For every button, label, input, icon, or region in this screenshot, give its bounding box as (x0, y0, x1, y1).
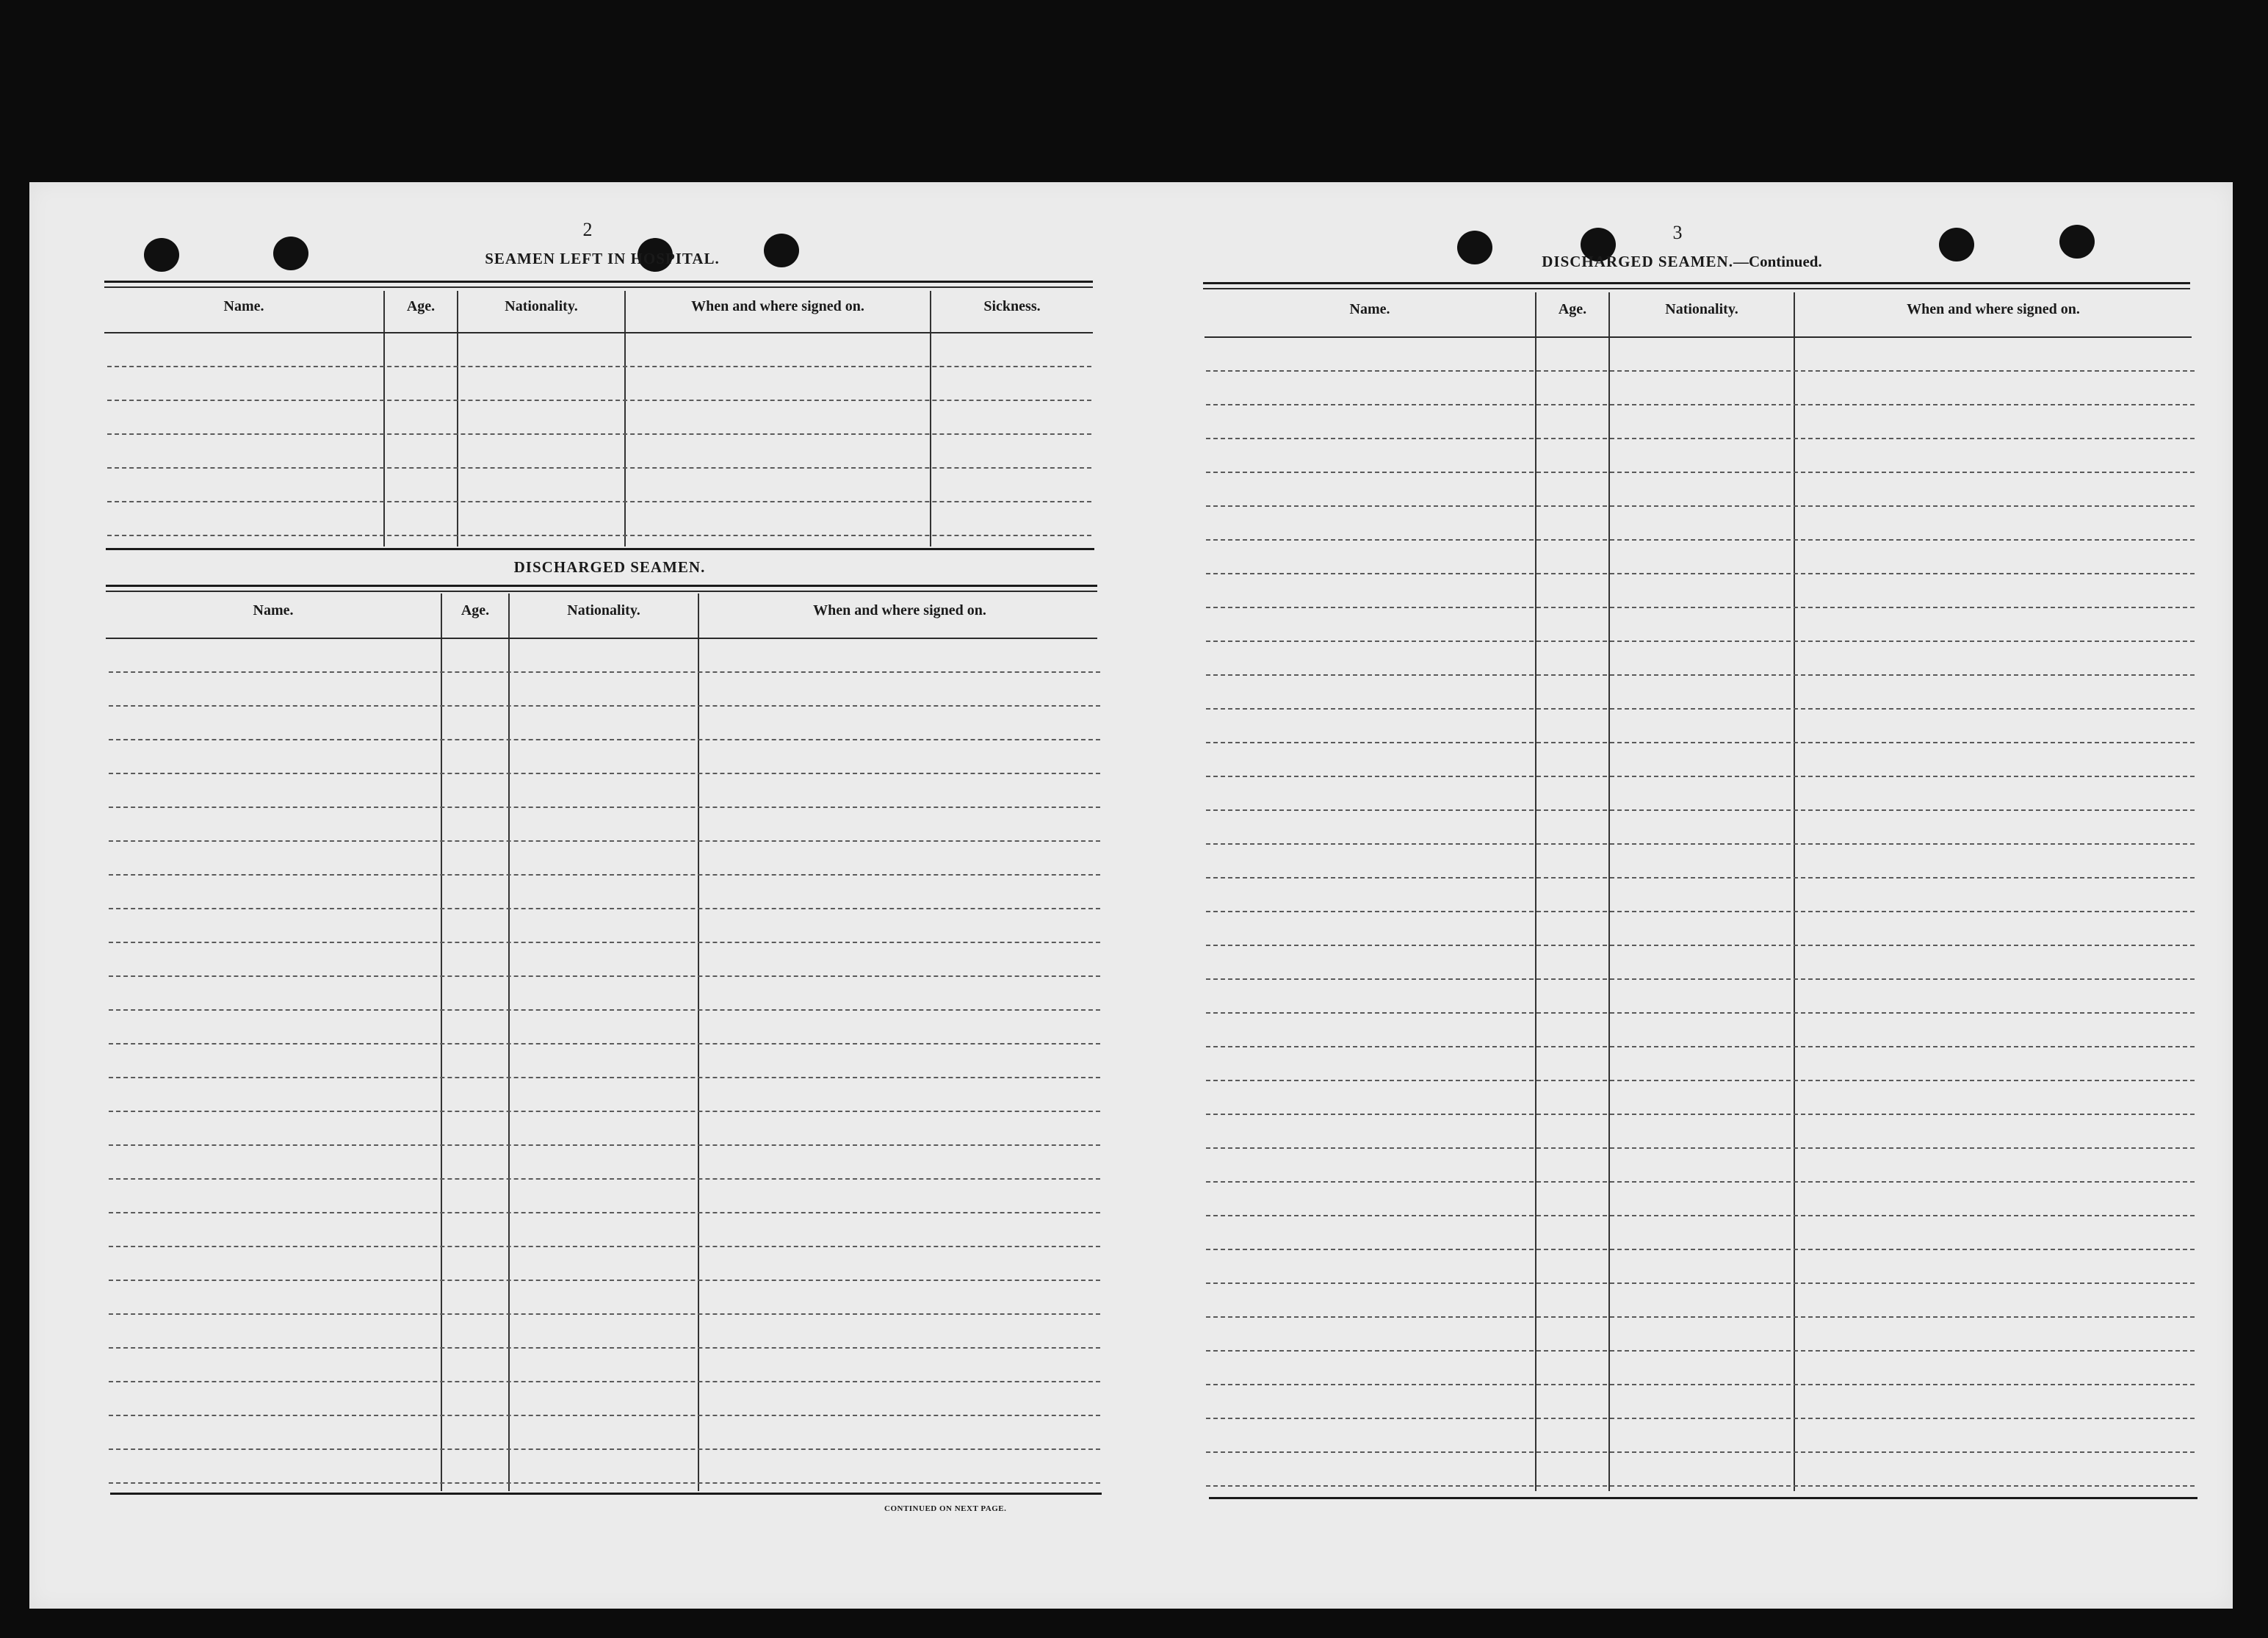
table-row (1206, 438, 2195, 439)
col-sickness: Sickness. (983, 298, 1041, 314)
table-row (109, 1178, 1100, 1180)
table-row (109, 773, 1100, 774)
table-row (1206, 877, 2195, 878)
page-number-left: 2 (582, 219, 593, 240)
col-nationality: Nationality. (505, 298, 578, 314)
title-main: DISCHARGED SEAMEN. (1542, 253, 1733, 270)
table-row (109, 1280, 1100, 1281)
header-underline (1205, 336, 2192, 338)
table-row (1206, 1012, 2195, 1014)
rule (1203, 282, 2190, 284)
table-row (1206, 809, 2195, 811)
table-row (109, 1111, 1100, 1112)
table-row (107, 501, 1091, 502)
table-row (1206, 539, 2195, 541)
rule (1209, 1497, 2197, 1499)
column-divider (508, 593, 510, 1491)
header-underline (104, 332, 1093, 333)
punch-hole (1457, 231, 1492, 264)
table-row (1206, 1316, 2195, 1318)
table-row (109, 975, 1100, 977)
table-row (109, 1482, 1100, 1484)
table-row (107, 433, 1091, 435)
table-row (107, 535, 1091, 536)
punch-hole (144, 238, 179, 272)
hospital-section-title: SEAMEN LEFT IN HOSPITAL. (485, 250, 720, 267)
table-row (1206, 1080, 2195, 1081)
col-signed-on: When and where signed on. (691, 298, 864, 314)
table-row (1206, 472, 2195, 473)
column-divider (624, 291, 626, 546)
table-row (109, 1347, 1100, 1349)
discharged-continued-title (1528, 253, 1836, 271)
table-row (107, 366, 1091, 367)
table-row (1206, 573, 2195, 574)
column-divider (441, 593, 442, 1491)
table-row (109, 807, 1100, 808)
rule (104, 281, 1093, 283)
column-divider (698, 593, 699, 1491)
punch-hole (2059, 225, 2095, 259)
table-row (1206, 1418, 2195, 1419)
table-row (109, 705, 1100, 707)
table-row (1206, 674, 2195, 676)
punch-hole (1939, 228, 1974, 261)
table-row (109, 1144, 1100, 1146)
table-row (1206, 776, 2195, 777)
table-row (1206, 1350, 2195, 1352)
table-row (1206, 945, 2195, 946)
col-nationality: Nationality. (567, 602, 640, 618)
table-row (1206, 607, 2195, 608)
column-divider (457, 291, 458, 546)
table-row (109, 671, 1100, 673)
col-age: Age. (1558, 301, 1587, 317)
col-signed-on: When and where signed on. (1907, 301, 2080, 317)
column-divider (383, 291, 385, 546)
discharged-section-title: DISCHARGED SEAMEN. (513, 558, 706, 576)
table-row (109, 1077, 1100, 1078)
table-row (1206, 505, 2195, 507)
table-row (1206, 1147, 2195, 1149)
rule (110, 1493, 1102, 1495)
table-row (1206, 1215, 2195, 1216)
table-row (1206, 742, 2195, 743)
table-row (1206, 1114, 2195, 1115)
table-row (1206, 843, 2195, 845)
table-row (109, 1009, 1100, 1011)
col-nationality: Nationality. (1665, 301, 1738, 317)
header-underline (106, 638, 1097, 639)
col-age: Age. (461, 602, 490, 618)
table-row (109, 942, 1100, 943)
rule (1203, 288, 2190, 289)
page-number-right: 3 (1672, 222, 1683, 243)
col-signed-on: When and where signed on. (813, 602, 986, 618)
table-row (109, 1448, 1100, 1450)
table-row (1206, 1485, 2195, 1487)
column-divider (930, 291, 931, 546)
table-row (107, 467, 1091, 469)
table-row (1206, 404, 2195, 405)
col-name: Name. (223, 298, 264, 314)
table-row (1206, 1181, 2195, 1183)
table-row (1206, 370, 2195, 372)
table-row (109, 840, 1100, 842)
table-row (107, 400, 1091, 401)
table-row (109, 739, 1100, 740)
table-row (109, 1313, 1100, 1315)
table-row (1206, 1282, 2195, 1284)
rule (106, 585, 1097, 587)
punch-hole (273, 237, 308, 270)
table-row (1206, 911, 2195, 912)
table-row (1206, 641, 2195, 642)
table-row (109, 1415, 1100, 1416)
rule (106, 548, 1094, 550)
table-row (109, 1043, 1100, 1045)
col-name: Name. (253, 602, 294, 618)
rule (104, 286, 1093, 288)
table-row (1206, 1451, 2195, 1453)
table-row (109, 1381, 1100, 1382)
table-row (109, 1212, 1100, 1213)
table-row (109, 874, 1100, 876)
table-row (1206, 1046, 2195, 1047)
table-row (1206, 1384, 2195, 1385)
rule (106, 591, 1097, 592)
table-row (109, 1246, 1100, 1247)
col-name: Name. (1349, 301, 1390, 317)
table-row (1206, 978, 2195, 980)
form-sheet (29, 182, 2233, 1609)
title-suffix: —Continued. (1733, 253, 1822, 270)
col-age: Age. (406, 298, 436, 314)
table-row (1206, 708, 2195, 710)
table-row (1206, 1249, 2195, 1250)
continued-note: CONTINUED ON NEXT PAGE. (884, 1504, 1007, 1513)
table-row (109, 908, 1100, 909)
